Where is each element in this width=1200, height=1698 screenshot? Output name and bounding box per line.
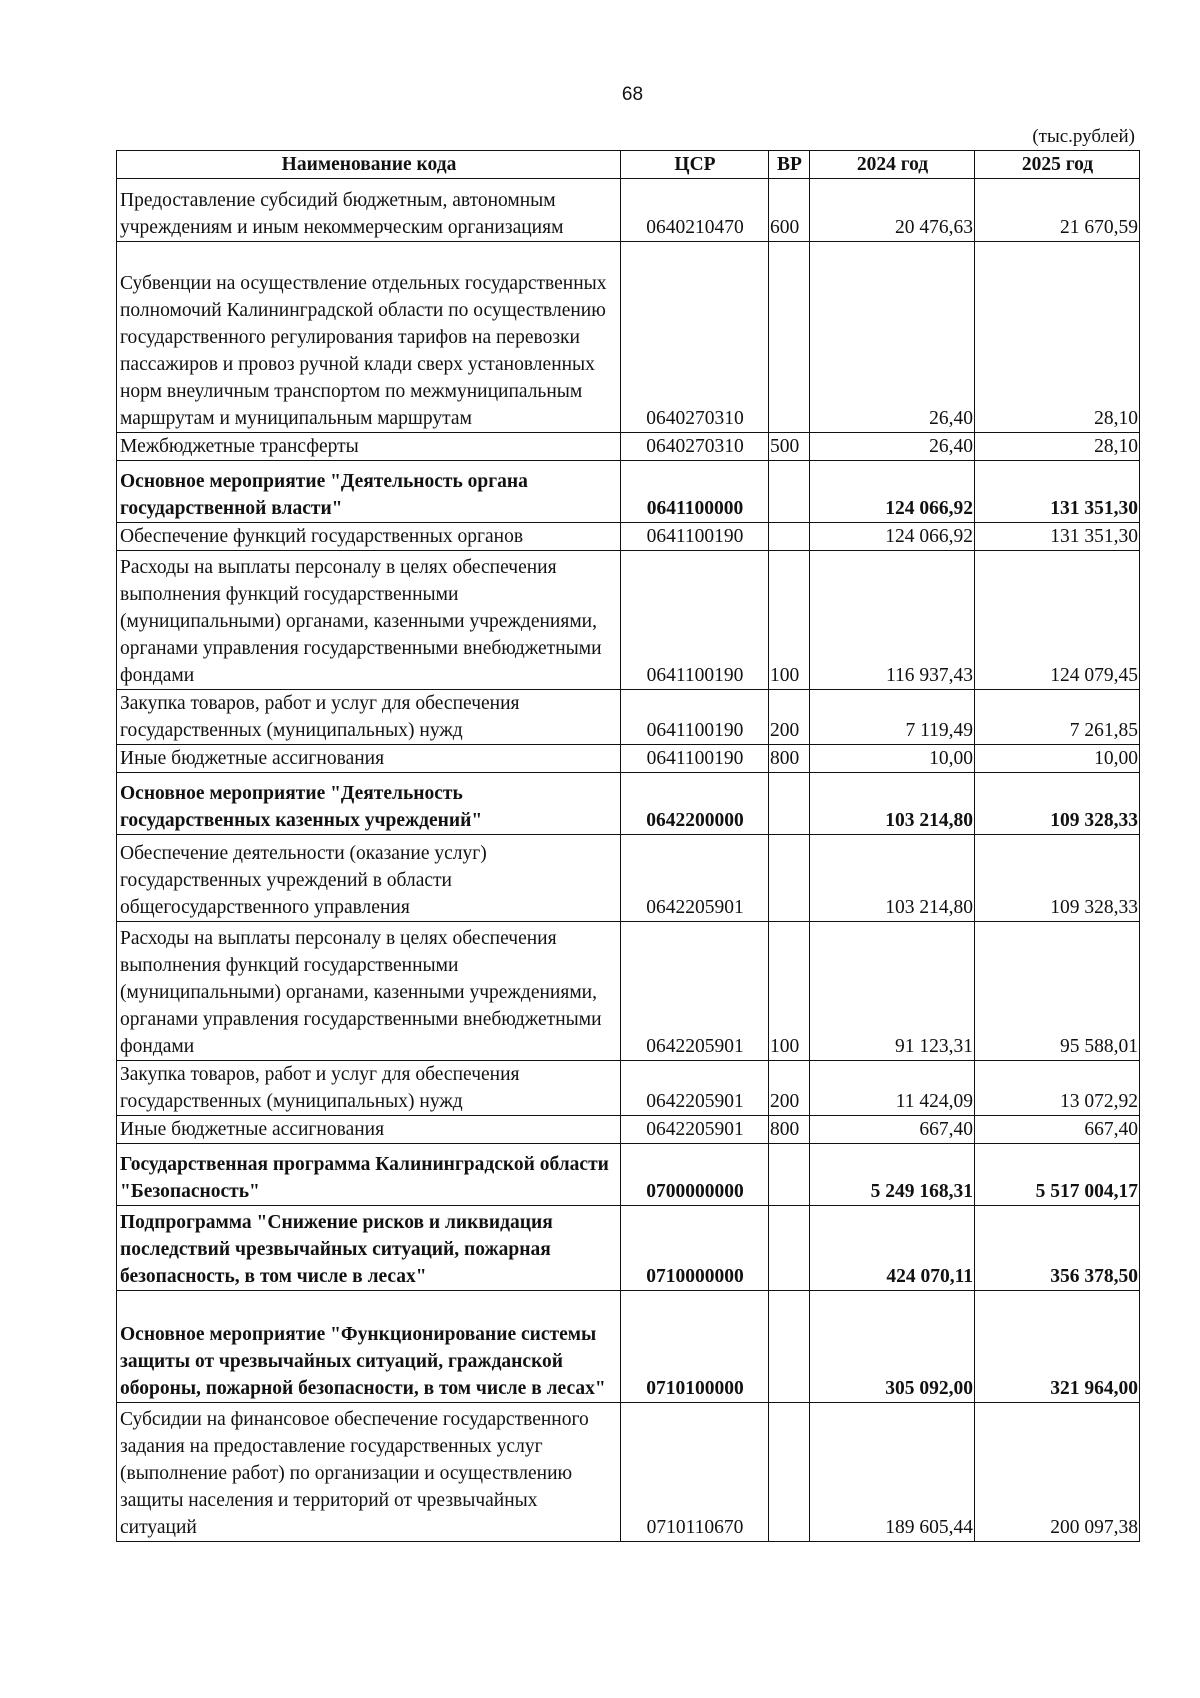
- row-csr-cell: 0642205901: [621, 922, 769, 1061]
- row-vr-cell: [769, 773, 810, 835]
- row-2024-cell: 20 476,63: [810, 179, 975, 242]
- row-2025-cell: 200 097,38: [975, 1403, 1140, 1542]
- row-vr-cell: 100: [769, 922, 810, 1061]
- row-2025-cell: 7 261,85: [975, 690, 1140, 745]
- table-row: [117, 1291, 1140, 1403]
- row-name-cell: Предоставление субсидий бюджетным, автономным учреждениям и иным некоммерческим организациям: [117, 179, 621, 242]
- row-2025-cell: 13 072,92: [975, 1061, 1140, 1116]
- row-vr-cell: 200: [769, 1061, 810, 1116]
- row-vr-cell: [769, 242, 810, 433]
- row-csr-cell: 0642205901: [621, 835, 769, 922]
- table-row: [117, 745, 1140, 773]
- table-row: [117, 461, 1140, 523]
- row-2025-cell: 124 079,45: [975, 551, 1140, 690]
- row-csr-cell: 0642205901: [621, 1116, 769, 1144]
- row-csr-cell: 0700000000: [621, 1144, 769, 1206]
- table-body: [117, 179, 1140, 1542]
- header-2025: 2025 год: [975, 151, 1140, 179]
- row-csr-cell: 0640210470: [621, 179, 769, 242]
- row-name-cell: Обеспечение функций государственных органов: [117, 523, 621, 551]
- row-2024-cell: 103 214,80: [810, 773, 975, 835]
- row-2024-cell: 7 119,49: [810, 690, 975, 745]
- row-vr-cell: [769, 1144, 810, 1206]
- row-2024-cell: 124 066,92: [810, 523, 975, 551]
- row-name-cell: Основное мероприятие "Деятельность государственных казенных учреждений": [117, 773, 621, 835]
- row-2025-cell: 95 588,01: [975, 922, 1140, 1061]
- row-vr-cell: [769, 1206, 810, 1291]
- table-row: [117, 773, 1140, 835]
- table-row: [117, 690, 1140, 745]
- table-row: [117, 1144, 1140, 1206]
- table-row: [117, 1061, 1140, 1116]
- row-name-cell: Государственная программа Калининградской области "Безопасность": [117, 1144, 621, 1206]
- row-2025-cell: 21 670,59: [975, 179, 1140, 242]
- row-csr-cell: 0641100000: [621, 461, 769, 523]
- table-row: [117, 242, 1140, 433]
- table-header-row: [117, 151, 1140, 179]
- row-name-cell: Расходы на выплаты персоналу в целях обеспечения выполнения функций государственными (муниципальными) органами, казенными учреждениями, органами управления государственными внебюджетными фондами: [117, 922, 621, 1061]
- row-2024-cell: 5 249 168,31: [810, 1144, 975, 1206]
- row-2025-cell: 109 328,33: [975, 835, 1140, 922]
- row-csr-cell: 0641100190: [621, 690, 769, 745]
- header-2024: 2024 год: [810, 151, 975, 179]
- row-csr-cell: 0710110670: [621, 1403, 769, 1542]
- row-2025-cell: 109 328,33: [975, 773, 1140, 835]
- row-name-cell: Субвенции на осуществление отдельных государственных полномочий Калининградской области по осуществлению государственного регулирования тарифов на перевозки пассажиров и провоз ручной клади сверх установленных норм внеуличным транспортом по межмуниципальным маршрутам и муниципальным маршрутам: [117, 242, 621, 433]
- row-name-cell: Закупка товаров, работ и услуг для обеспечения государственных (муниципальных) нужд: [117, 1061, 621, 1116]
- row-csr-cell: 0640270310: [621, 433, 769, 461]
- table-row: [117, 1403, 1140, 1542]
- row-vr-cell: [769, 835, 810, 922]
- row-csr-cell: 0640270310: [621, 242, 769, 433]
- row-name-cell: Закупка товаров, работ и услуг для обеспечения государственных (муниципальных) нужд: [117, 690, 621, 745]
- header-vr: ВР: [769, 151, 810, 179]
- row-vr-cell: 800: [769, 745, 810, 773]
- header-csr: ЦСР: [621, 151, 769, 179]
- table-row: [117, 551, 1140, 690]
- table-row: [117, 1206, 1140, 1291]
- row-2025-cell: 667,40: [975, 1116, 1140, 1144]
- row-name-cell: Основное мероприятие "Деятельность органа государственной власти": [117, 461, 621, 523]
- row-csr-cell: 0710000000: [621, 1206, 769, 1291]
- row-name-cell: Расходы на выплаты персоналу в целях обеспечения выполнения функций государственными (муниципальными) органами, казенными учреждениями, органами управления государственными внебюджетными фондами: [117, 551, 621, 690]
- row-2024-cell: 103 214,80: [810, 835, 975, 922]
- row-csr-cell: 0641100190: [621, 745, 769, 773]
- row-vr-cell: 800: [769, 1116, 810, 1144]
- table-row: [117, 1116, 1140, 1144]
- row-name-cell: Межбюджетные трансферты: [117, 433, 621, 461]
- row-name-cell: Обеспечение деятельности (оказание услуг) государственных учреждений в области общегосударственного управления: [117, 835, 621, 922]
- row-2025-cell: 5 517 004,17: [975, 1144, 1140, 1206]
- row-2025-cell: 10,00: [975, 745, 1140, 773]
- row-2024-cell: 10,00: [810, 745, 975, 773]
- row-2024-cell: 305 092,00: [810, 1291, 975, 1403]
- row-name-cell: Субсидии на финансовое обеспечение государственного задания на предоставление государственных услуг (выполнение работ) по организации и осуществлению защиты населения и территорий от чрезвычайных ситуаций: [117, 1403, 621, 1542]
- row-vr-cell: 100: [769, 551, 810, 690]
- row-2025-cell: 321 964,00: [975, 1291, 1140, 1403]
- row-name-cell: Иные бюджетные ассигнования: [117, 745, 621, 773]
- row-2024-cell: 26,40: [810, 433, 975, 461]
- row-2024-cell: 11 424,09: [810, 1061, 975, 1116]
- page-number: 68: [621, 84, 644, 105]
- table-row: [117, 179, 1140, 242]
- table-row: [117, 922, 1140, 1061]
- row-vr-cell: [769, 1291, 810, 1403]
- row-2024-cell: 116 937,43: [810, 551, 975, 690]
- row-vr-cell: 600: [769, 179, 810, 242]
- row-vr-cell: [769, 461, 810, 523]
- row-csr-cell: 0642205901: [621, 1061, 769, 1116]
- row-vr-cell: 200: [769, 690, 810, 745]
- row-2024-cell: 124 066,92: [810, 461, 975, 523]
- row-2025-cell: 131 351,30: [975, 523, 1140, 551]
- row-2024-cell: 189 605,44: [810, 1403, 975, 1542]
- row-csr-cell: 0641100190: [621, 523, 769, 551]
- row-2025-cell: 28,10: [975, 433, 1140, 461]
- units-label: (тыс.рублей): [1032, 126, 1135, 147]
- row-csr-cell: 0642200000: [621, 773, 769, 835]
- row-vr-cell: [769, 523, 810, 551]
- row-2024-cell: 424 070,11: [810, 1206, 975, 1291]
- row-name-cell: Основное мероприятие "Функционирование системы защиты от чрезвычайных ситуаций, гражданской обороны, пожарной безопасности, в том числе в лесах": [117, 1291, 621, 1403]
- row-csr-cell: 0641100190: [621, 551, 769, 690]
- row-name-cell: Подпрограмма "Снижение рисков и ликвидация последствий чрезвычайных ситуаций, пожарная безопасность, в том числе в лесах": [117, 1206, 621, 1291]
- row-vr-cell: 500: [769, 433, 810, 461]
- row-2024-cell: 91 123,31: [810, 922, 975, 1061]
- row-csr-cell: 0710100000: [621, 1291, 769, 1403]
- table-row: [117, 433, 1140, 461]
- table-row: [117, 523, 1140, 551]
- row-vr-cell: [769, 1403, 810, 1542]
- row-2025-cell: 131 351,30: [975, 461, 1140, 523]
- row-2024-cell: 667,40: [810, 1116, 975, 1144]
- table-row: [117, 835, 1140, 922]
- row-2024-cell: 26,40: [810, 242, 975, 433]
- row-2025-cell: 356 378,50: [975, 1206, 1140, 1291]
- budget-table: [116, 150, 1140, 1542]
- row-name-cell: Иные бюджетные ассигнования: [117, 1116, 621, 1144]
- row-2025-cell: 28,10: [975, 242, 1140, 433]
- header-name: Наименование кода: [117, 151, 621, 179]
